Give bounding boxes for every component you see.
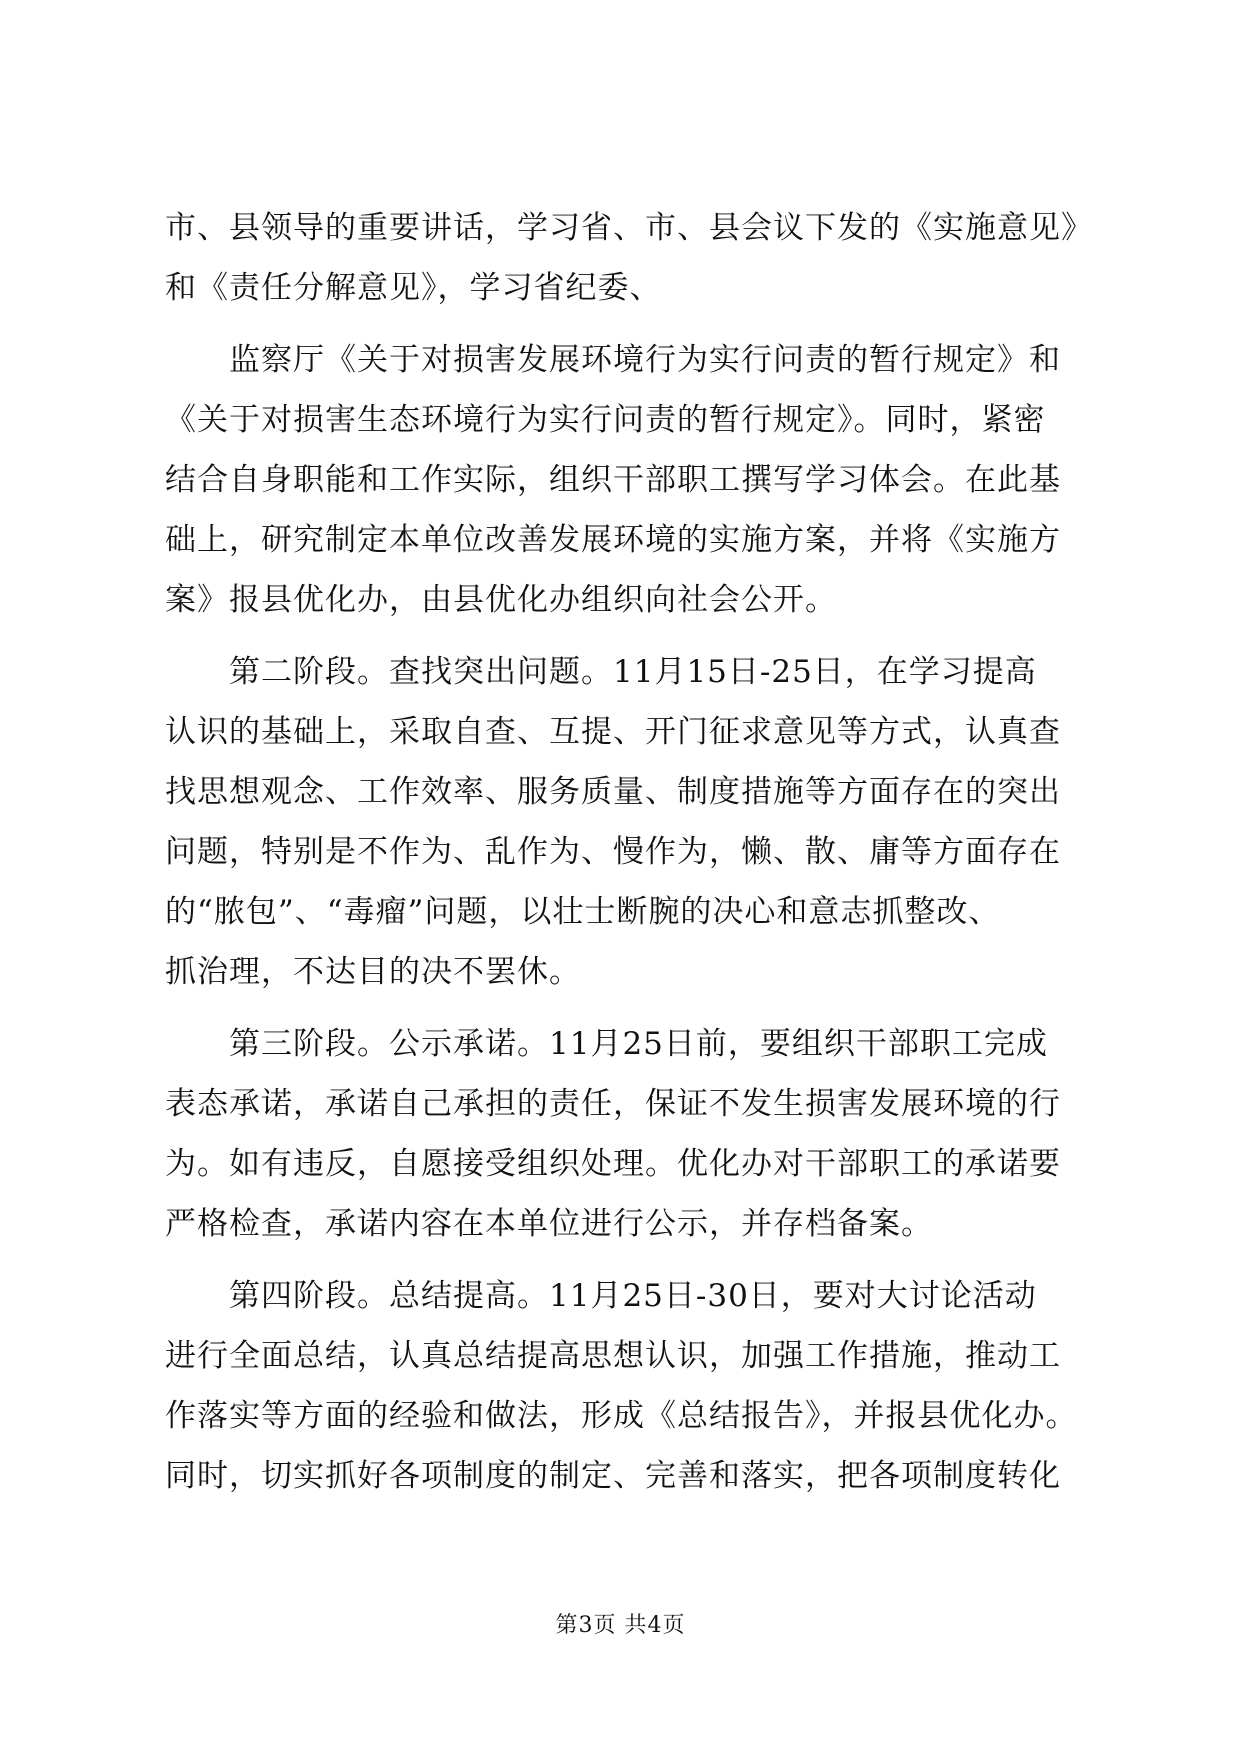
text-line: 第四阶段。总结提高。11月25日-30日，要对大讨论活动 [165, 1278, 1037, 1314]
text-line: 第三阶段。公示承诺。11月25日前，要组织干部职工完成 [165, 1026, 1048, 1062]
text-line: 础上，研究制定本单位改善发展环境的实施方案，并将《实施方 [165, 522, 1061, 558]
text-line: 的“脓包”、“毒瘤”问题，以壮士断腕的决心和意志抓整改、 [165, 894, 1001, 930]
text-line: 严格检查，承诺内容在本单位进行公示，并存档备案。 [165, 1206, 933, 1242]
text-line: 案》报县优化办，由县优化办组织向社会公开。 [165, 582, 837, 618]
text-line: 同时，切实抓好各项制度的制定、完善和落实，把各项制度转化 [165, 1458, 1061, 1494]
text-line: 结合自身职能和工作实际，组织干部职工撰写学习体会。在此基 [165, 462, 1061, 498]
text-line: 第二阶段。查找突出问题。11月15日-25日，在学习提高 [165, 654, 1037, 690]
text-line: 为。如有违反，自愿接受组织处理。优化办对干部职工的承诺要 [165, 1146, 1061, 1182]
text-line: 监察厅《关于对损害发展环境行为实行问责的暂行规定》和 [165, 342, 1061, 378]
text-line: 和《责任分解意见》，学习省纪委、 [165, 270, 662, 306]
page-number-footer: 第3页 共4页 [555, 1613, 686, 1638]
text-line: 认识的基础上，采取自查、互提、开门征求意见等方式，认真查 [165, 714, 1061, 750]
text-line: 表态承诺，承诺自己承担的责任，保证不发生损害发展环境的行 [165, 1086, 1061, 1122]
text-line: 作落实等方面的经验和做法，形成《总结报告》，并报县优化办。 [165, 1398, 1078, 1434]
text-line: 《关于对损害生态环境行为实行问责的暂行规定》。同时，紧密 [165, 402, 1046, 438]
text-line: 问题，特别是不作为、乱作为、慢作为，懒、散、庸等方面存在 [165, 834, 1061, 870]
text-line: 抓治理，不达目的决不罢休。 [165, 954, 581, 990]
text-line: 进行全面总结，认真总结提高思想认识，加强工作措施，推动工 [165, 1338, 1061, 1374]
text-line: 市、县领导的重要讲话，学习省、市、县会议下发的《实施意见》 [165, 210, 1093, 246]
text-line: 找思想观念、工作效率、服务质量、制度措施等方面存在的突出 [165, 774, 1061, 810]
